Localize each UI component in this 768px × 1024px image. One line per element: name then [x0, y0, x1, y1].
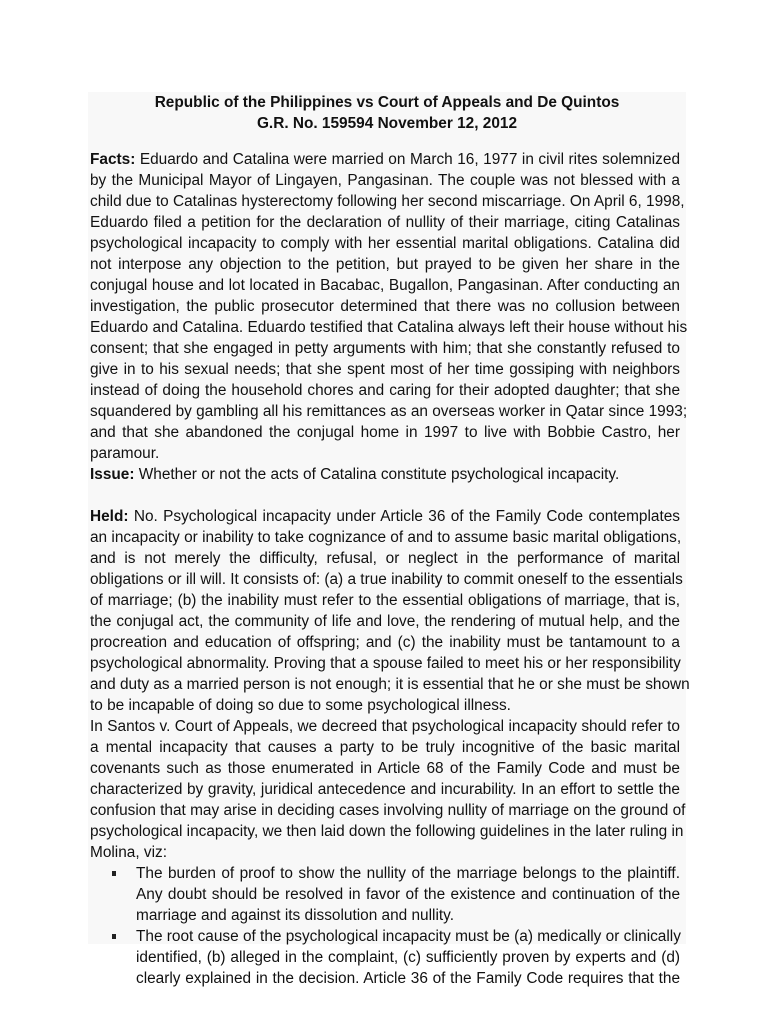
- text-line: procreation and education of offspring; and (c) the inability must be tantamount to a: [90, 634, 680, 651]
- bullet-icon: [112, 871, 116, 876]
- text-line: clearly explained in the decision. Article 36 of the Family Code requires that the: [136, 970, 680, 987]
- text-line: In Santos v. Court of Appeals, we decreed that psychological incapacity should refer to: [90, 718, 680, 735]
- text-line: confusion that may arise in deciding cases involving nullity of marriage on the ground of: [90, 802, 686, 819]
- text-line: psychological incapacity to comply with her essential marital obligations. Catalina did: [90, 235, 680, 252]
- text-line: covenants such as those enumerated in Article 68 of the Family Code and must be: [90, 760, 680, 777]
- text-line: child due to Catalinas hysterectomy following her second miscarriage. On April 6, 1998,: [90, 193, 685, 210]
- text-line: of marriage; (b) the inability must refer to the essential obligations of marriage, that is,: [90, 592, 680, 609]
- text-line: Molina, viz:: [90, 844, 167, 861]
- text-line: and duty as a married person is not enough; it is essential that he or she must be shown: [90, 676, 690, 693]
- text-line: psychological abnormality. Proving that a spouse failed to meet his or her responsibility: [90, 655, 681, 672]
- text-line: and that she abandoned the conjugal home in 1997 to live with Bobbie Castro, her: [90, 424, 680, 441]
- text-line: paramour.: [90, 445, 160, 462]
- text-line: Issue: Whether or not the acts of Catalina constitute psychological incapacity.: [90, 466, 620, 483]
- text-line: psychological incapacity, we then laid down the following guidelines in the later ruling in: [90, 823, 684, 840]
- text-line: Held: No. Psychological incapacity under Article 36 of the Family Code contemplates: [90, 508, 680, 525]
- text-line: an incapacity or inability to take cognizance of and to assume basic marital obligations,: [90, 529, 682, 546]
- text-line: characterized by gravity, juridical antecedence and incurability. In an effort to settle the: [90, 781, 680, 798]
- text-line: instead of doing the household chores and caring for their adopted daughter; that she: [90, 382, 680, 399]
- case-number-date: G.R. No. 159594 November 12, 2012: [256, 115, 518, 132]
- text-line: The root cause of the psychological incapacity must be (a) medically or clinically: [136, 928, 681, 945]
- text-line: a mental incapacity that causes a party to be truly incognitive of the basic marital: [90, 739, 680, 756]
- text-line: to be incapable of doing so due to some psychological illness.: [90, 697, 511, 714]
- text-line: The burden of proof to show the nullity of the marriage belongs to the plaintiff.: [136, 865, 680, 882]
- section-label: Held:: [90, 508, 129, 525]
- text-line: and is not merely the difficulty, refusal, or neglect in the performance of marital: [90, 550, 680, 567]
- text-line: marriage and against its dissolution and nullity.: [136, 907, 454, 924]
- text-line: Any doubt should be resolved in favor of the existence and continuation of the: [136, 886, 680, 903]
- text-line: Facts: Eduardo and Catalina were married on March 16, 1977 in civil rites solemnized: [90, 151, 680, 168]
- text-line: Eduardo filed a petition for the declaration of nullity of their marriage, citing Catalinas: [90, 214, 680, 231]
- text-line: obligations or ill will. It consists of: (a) a true inability to commit oneself to the essentials: [90, 571, 683, 588]
- section-label: Issue:: [90, 466, 135, 483]
- section-label: Facts:: [90, 151, 136, 168]
- bullet-icon: [112, 934, 116, 939]
- text-line: give in to his sexual needs; that she spent most of her time gossiping with neighbors: [90, 361, 680, 378]
- text-line: Eduardo and Catalina. Eduardo testified that Catalina always left their house without his: [90, 319, 688, 336]
- document-page: [88, 92, 690, 987]
- text-line: identified, (b) alleged in the complaint, (c) sufficiently proven by experts and (d): [136, 949, 680, 966]
- text-line: consent; that she engaged in petty arguments with him; that she constantly refused to: [90, 340, 680, 357]
- text-line: the conjugal act, the community of life and love, the rendering of mutual help, and the: [90, 613, 680, 630]
- text-line: by the Municipal Mayor of Lingayen, Pangasinan. The couple was not blessed with a: [90, 172, 680, 189]
- text-line: not interpose any objection to the petition, but prayed to be given her share in the: [90, 256, 680, 273]
- text-line: investigation, the public prosecutor determined that there was no collusion between: [90, 298, 680, 315]
- text-line: squandered by gambling all his remittances as an overseas worker in Qatar since 1993;: [90, 403, 688, 420]
- case-title: Republic of the Philippines vs Court of Appeals and De Quintos: [154, 94, 620, 111]
- text-line: conjugal house and lot located in Bacabac, Bugallon, Pangasinan. After conducting an: [90, 277, 680, 294]
